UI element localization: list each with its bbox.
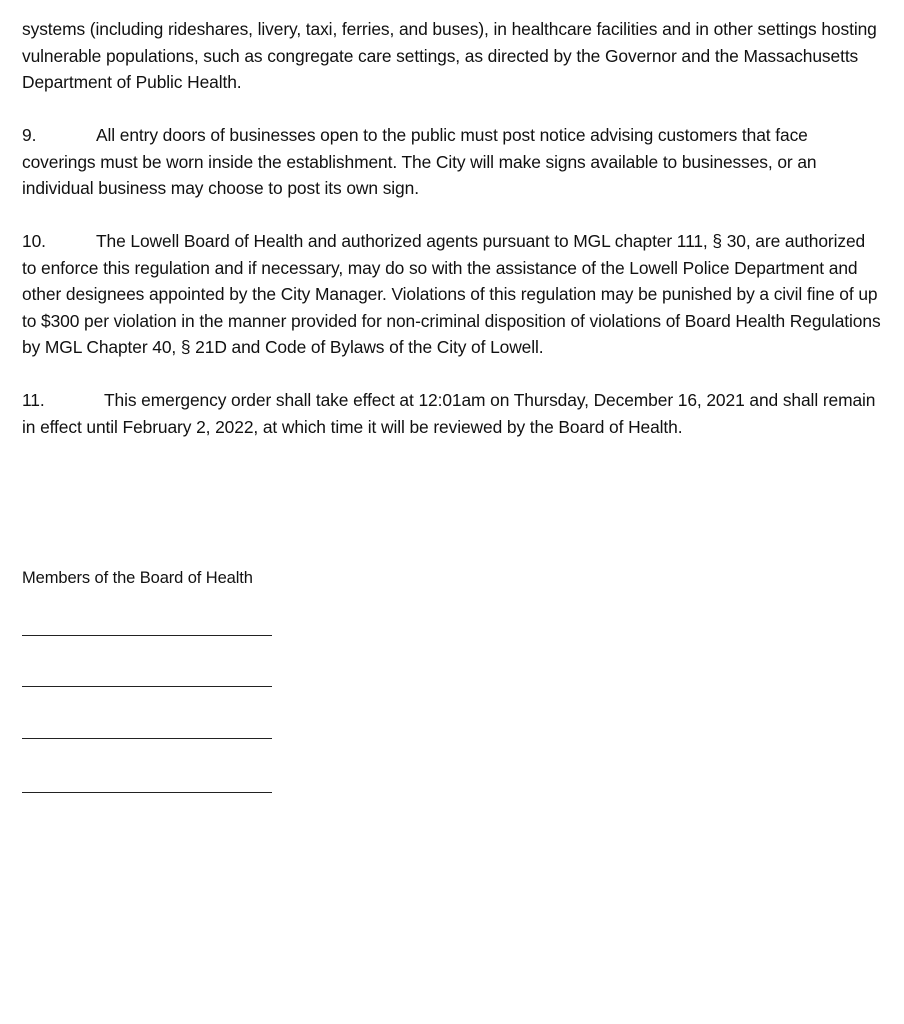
signature-line xyxy=(22,792,272,793)
paragraph-continuation xyxy=(22,16,882,96)
paragraph-text: systems (including rideshares, livery, taxi, ferries, and buses), in healthcare facilities and in other settings hosting vulnerable populations, such as congregate care settings, as directed by the Governor and the Massachusetts Department of Public Health. xyxy=(22,19,877,92)
paragraph-number: 10. xyxy=(22,231,46,251)
paragraph-text: This emergency order shall take effect at 12:01am on Thursday, December 16, 2021 and shall remain in effect until February 2, 2022, at which time it will be reviewed by the Board of Health. xyxy=(22,390,876,437)
signature-line xyxy=(22,686,272,687)
paragraph-9 xyxy=(22,122,882,202)
paragraph-11 xyxy=(22,387,882,440)
signature-line xyxy=(22,738,272,739)
signature-line xyxy=(22,635,272,636)
paragraph-text: All entry doors of businesses open to the public must post notice advising customers that face coverings must be worn inside the establishment. The City will make signs available to businesses, or an individual business may choose to post its own sign. xyxy=(22,125,817,198)
paragraph-number: 9. xyxy=(22,125,37,145)
paragraph-text: The Lowell Board of Health and authorized agents pursuant to MGL chapter 111, § 30, are authorized to enforce this regulation and if necessary, may do so with the assistance of the Lowell Police Department and other designees appointed by the City Manager. Violations of this regulation may be punished by a civil fine of up to $300 per violation in the manner provided for non-criminal disposition of violations of Board Health Regulations by MGL Chapter 40, § 21D and Code of Bylaws of the City of Lowell. xyxy=(22,231,881,357)
document-body xyxy=(22,16,882,467)
signature-heading: Members of the Board of Health xyxy=(22,569,253,587)
paragraph-number: 11. xyxy=(22,390,45,410)
paragraph-10 xyxy=(22,228,882,361)
